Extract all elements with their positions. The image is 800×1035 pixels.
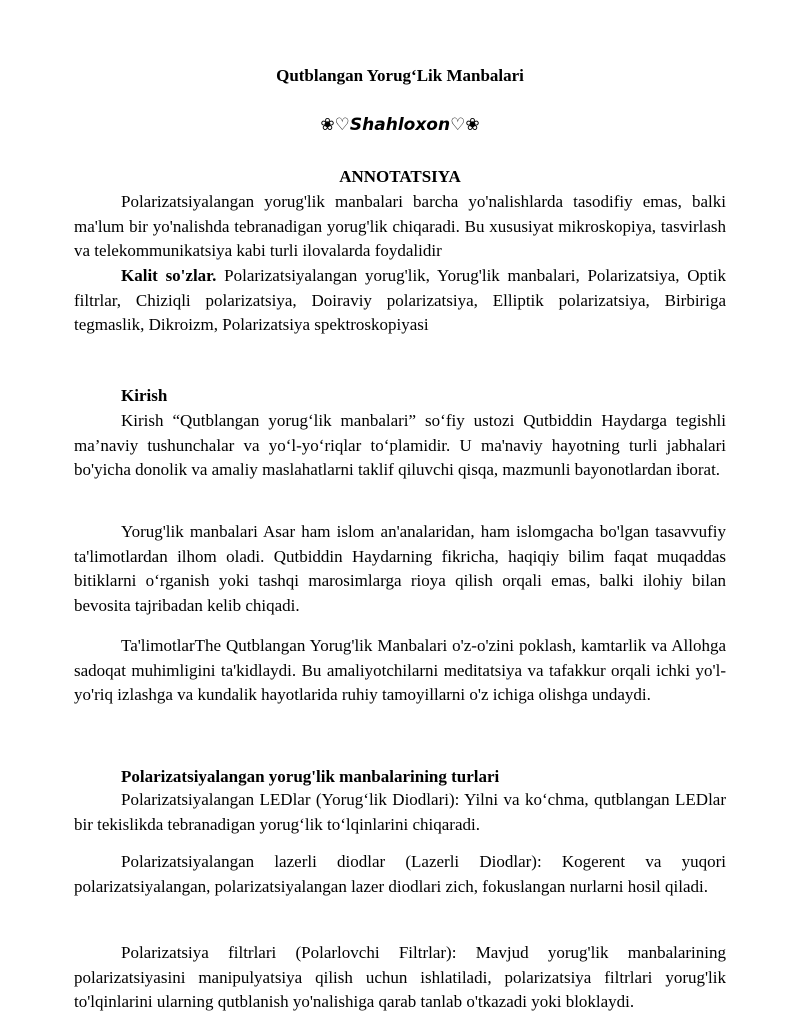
document-author: ❀♡Shahloxon♡❀ — [320, 115, 480, 135]
keywords-label: Kalit so'zlar. — [121, 266, 217, 285]
annotation-paragraph: Polarizatsiyalangan yorug'lik manbalari barcha yo'nalishlarda tasodifiy emas, balki ma'lum bir yo'nalishda tebranadigan yorug'lik chiqaradi. Bu xususiyat mikroskopiya, tasvirlash va telekommunikatsiya kabi turli ilovalarda foydalidir — [74, 192, 726, 260]
keywords-paragraph — [74, 264, 726, 338]
types-heading: Polarizatsiyalangan yorug'lik manbalarining turlari — [121, 767, 500, 786]
types-paragraph-1: Polarizatsiyalangan LEDlar (Yorug‘lik Diodlari): Yilni va ko‘chma, qutblangan LEDlar bir tekislikda tebranadigan yorug‘lik to‘lqinlarini chiqaradi. — [74, 790, 726, 834]
intro-paragraph-2: Yorug'lik manbalari Asar ham islom an'analaridan, ham islomgacha bo'lgan tasavvufiy ta'limotlardan ilhom oladi. Qutbiddin Haydarning fikricha, haqiqiy bilim faqat muqaddas bitiklarni o‘rganish yoki tashqi marosimlarga rioya qilish orqali emas, balki ilohiy bilan bevosita tajribadan kelib chiqadi. — [74, 522, 726, 615]
document-title: Qutblangan Yorug‘Lik Manbalari — [276, 66, 524, 85]
intro-heading: Kirish — [121, 386, 168, 405]
annotation-heading: ANNOTATSIYA — [339, 167, 461, 186]
keywords-text: Polarizatsiyalangan yorug'lik, Yorug'lik manbalari, Polarizatsiya, Optik filtrlar, Chiziqli polarizatsiya, Doiraviy polarizatsiya, Elliptik polarizatsiya, Birbiriga tegmaslik, Dikroizm, Polarizatsiya spektroskopiyasi — [74, 266, 726, 334]
intro-paragraph-3: Ta'limotlarThe Qutblangan Yorug'lik Manbalari o'z-o'zini poklash, kamtarlik va Allohga sadoqat muhimligini ta'kidlaydi. Bu amaliyotchilarni meditatsiya va tafakkur orqali ichki yo'l-yo'riq izlashga va kundalik hayotlarida ruhiy tamoyillarni o'z ichiga olishga undaydi. — [74, 636, 726, 704]
types-paragraph-3: Polarizatsiya filtrlari (Polarlovchi Filtrlar): Mavjud yorug'lik manbalarining polarizatsiyasini manipulyatsiya qilish uchun ishlatiladi, polarizatsiya filtrlari yorug'lik to'lqinlarini ularning qutblanish yo'nalishiga qarab tanlab o'tkazadi yoki bloklaydi. — [74, 943, 726, 1011]
types-paragraph-2: Polarizatsiyalangan lazerli diodlar (Lazerli Diodlar): Kogerent va yuqori polarizatsiyalangan, polarizatsiyalangan lazer diodlari zich, fokuslangan nurlarni hosil qiladi. — [74, 852, 726, 896]
intro-paragraph-1: Kirish “Qutblangan yorug‘lik manbalari” so‘fiy ustozi Qutbiddin Haydarga tegishli ma’naviy tushunchalar va yo‘l-yo‘riqlar to‘plamidir. U ma'naviy hayotning turli jabhalari bo'yicha donolik va amaliy maslahatlarni taklif qiluvchi qisqa, mazmunli bayonotlardan iborat. — [74, 411, 726, 479]
